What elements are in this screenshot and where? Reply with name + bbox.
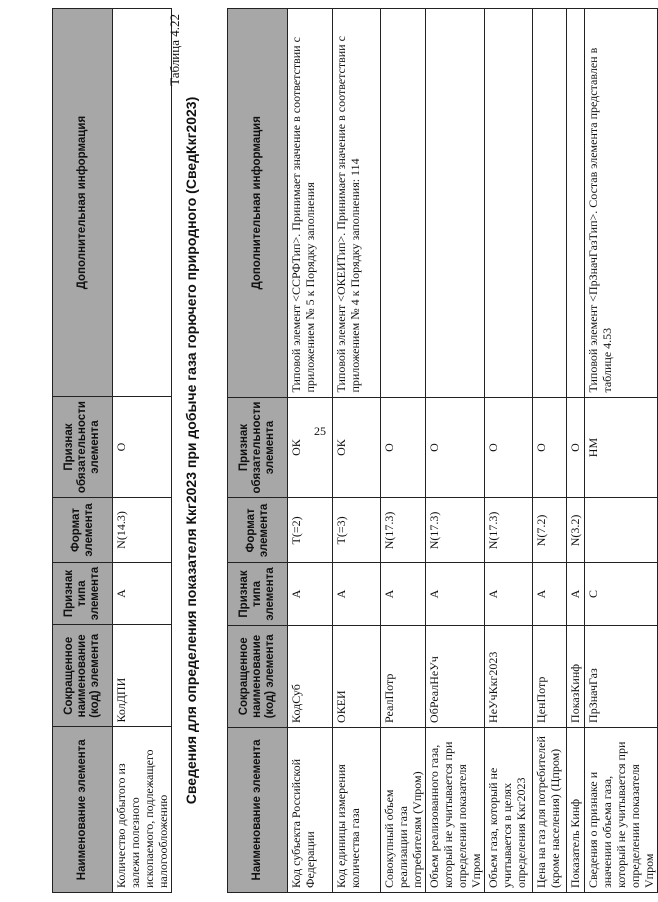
cell-code: ПрЗначГаз xyxy=(585,625,658,727)
column-header-name: Наименование элемента xyxy=(228,727,288,892)
cell-code: ЦенПотр xyxy=(533,625,567,727)
cell-format: N(17.3) xyxy=(426,498,485,563)
cell-type: А xyxy=(567,563,585,625)
column-header-format: Формат элемента xyxy=(53,498,113,563)
cell-required: О xyxy=(113,397,172,498)
column-header-format: Формат элемента xyxy=(228,498,288,563)
cell-format: T(=2) xyxy=(288,498,333,563)
cell-name: Совокупный объем реализации газа потребителям (Vпром) xyxy=(381,727,426,892)
page-number: 25 xyxy=(314,424,326,438)
cell-code: ОбРеалНеУч xyxy=(426,625,485,727)
cell-code: ПоказКинф xyxy=(567,625,585,727)
cell-info xyxy=(381,9,426,398)
cell-type: А xyxy=(485,563,533,625)
cell-required: НМ xyxy=(585,397,658,498)
cell-type: А xyxy=(533,563,567,625)
cell-info xyxy=(485,9,533,398)
column-header-code: Сокращенное наименование (код) элемента xyxy=(228,625,288,727)
elements-table xyxy=(227,8,658,893)
column-header-name: Наименование элемента xyxy=(53,727,113,893)
cell-format: N(14.3) xyxy=(113,498,172,563)
column-header-info: Дополнительная информация xyxy=(53,9,113,397)
cell-info: Типовой элемент <ПрЗначГазТип>. Состав элемента представлен в таблице 4.53 xyxy=(585,9,658,398)
cell-format: T(=3) xyxy=(333,498,381,563)
table-row xyxy=(113,9,172,893)
column-header-required: Признак обязательности элемента xyxy=(228,397,288,498)
cell-required: О xyxy=(426,397,485,498)
cell-code: НеУчКкг2023 xyxy=(485,625,533,727)
column-header-type: Признак типа элемента xyxy=(228,563,288,625)
column-header-required: Признак обязательности элемента xyxy=(53,397,113,498)
cell-format: N(7.2) xyxy=(533,498,567,563)
table-header xyxy=(228,9,288,893)
column-header-info: Дополнительная информация xyxy=(228,9,288,398)
section-heading: Сведения для определения показателя Ккг2023 при добыче газа горючего природного (СведКкг2023) xyxy=(183,96,199,805)
cell-info xyxy=(533,9,567,398)
cell-name: Показатель Кинф xyxy=(567,727,585,892)
cell-name: Объем реализованного газа, который не учитывается при определении показателя Vпром xyxy=(426,727,485,892)
cell-required: О xyxy=(381,397,426,498)
cell-code: РеалПотр xyxy=(381,625,426,727)
cell-type: А xyxy=(113,562,172,624)
cell-code: ОКЕИ xyxy=(333,625,381,727)
cell-info: Типовой элемент <ССРФТип>. Принимает значение в соответствии с приложением № 5 к Порядку заполнения xyxy=(288,9,333,398)
cell-info xyxy=(426,9,485,398)
cell-type: А xyxy=(426,563,485,625)
cell-format: N(17.3) xyxy=(381,498,426,563)
table-caption: Таблица 4.22 xyxy=(167,14,182,86)
cell-type: С xyxy=(585,563,658,625)
cell-info: Типовой элемент <ОКЕИТип>. Принимает значение в соответствии с приложением № 4 к Порядку заполнения: 114 xyxy=(333,9,381,398)
table-row xyxy=(381,9,426,893)
elements-table-continued xyxy=(52,8,172,893)
table-row xyxy=(333,9,381,893)
table-row xyxy=(288,9,333,893)
column-header-type: Признак типа элемента xyxy=(53,562,113,624)
column-header-code: Сокращенное наименование (код) элемента xyxy=(53,625,113,727)
cell-name: Сведения о признаке и значении объема газа, который не учитывается при определении показателя Vпром xyxy=(585,727,658,892)
rotated-content xyxy=(52,8,656,893)
table-row xyxy=(485,9,533,893)
cell-code: КодСуб xyxy=(288,625,333,727)
cell-required: ОК xyxy=(333,397,381,498)
cell-type: А xyxy=(333,563,381,625)
cell-type: А xyxy=(288,563,333,625)
cell-format: N(3.2) xyxy=(567,498,585,563)
table-row xyxy=(426,9,485,893)
cell-required: ОК xyxy=(288,397,333,498)
cell-required: О xyxy=(567,397,585,498)
table-row xyxy=(567,9,585,893)
cell-info xyxy=(567,9,585,398)
cell-name: Объем газа, который не учитывается в целях определения Ккг2023 xyxy=(485,727,533,892)
cell-required: О xyxy=(533,397,567,498)
cell-format xyxy=(585,498,658,563)
cell-code: КолДПИ xyxy=(113,625,172,727)
cell-name: Количество добытого из залежи полезного ископаемого, подлежащего налогообложению xyxy=(113,727,172,893)
cell-info xyxy=(113,9,172,397)
cell-name: Код единицы измерения количества газа xyxy=(333,727,381,892)
table-header xyxy=(53,9,113,893)
cell-name: Код субъекта Российской Федерации xyxy=(288,727,333,892)
cell-format: N(17.3) xyxy=(485,498,533,563)
cell-required: О xyxy=(485,397,533,498)
table-row xyxy=(585,9,658,893)
cell-type: А xyxy=(381,563,426,625)
table-row xyxy=(533,9,567,893)
cell-name: Цена на газ для потребителей (кроме населения) (Цпром) xyxy=(533,727,567,892)
